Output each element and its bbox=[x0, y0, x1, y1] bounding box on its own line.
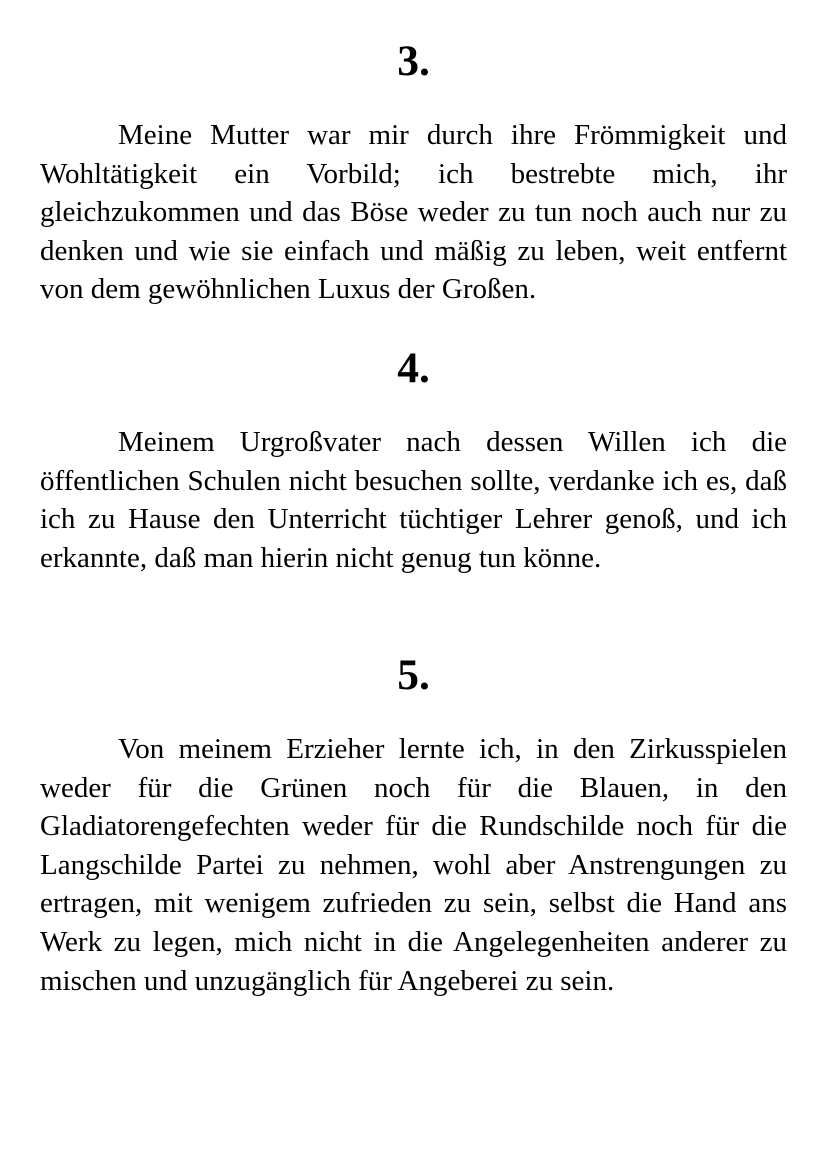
section-paragraph-3: Meine Mutter war mir durch ihre Frömmigkeit und Wohltätigkeit ein Vorbild; ich bestrebte mich, ihr gleichzukommen und das Böse weder zu tun noch auch nur zu denken und wie sie einfach und mäßig zu leben, weit entfernt von dem gewöhnlichen Luxus der Großen. bbox=[40, 119, 787, 306]
section-number-4: 4. bbox=[397, 344, 430, 392]
section-number-5: 5. bbox=[397, 651, 430, 699]
section-paragraph-5: Von meinem Erzieher lernte ich, in den Zirkusspielen weder für die Grünen noch für die Blauen, in den Gladiatorengefechten weder für die Rundschilde noch für die Langschilde Partei zu nehmen, wohl aber Anstrengungen zu ertragen, mit wenigem zufrieden zu sein, selbst die Hand ans Werk zu legen, mich nicht in die Angelegenheiten anderer zu mischen und unzugänglich für Angeberei zu sein. bbox=[40, 733, 787, 997]
section-paragraph-4: Meinem Urgroßvater nach dessen Willen ich die öffentlichen Schulen nicht besuchen sollte, verdanke ich es, daß ich zu Hause den Unterricht tüchtiger Lehrer genoß, und ich erkannte, daß man hierin nicht genug tun könne. bbox=[40, 426, 787, 574]
section-number-3: 3. bbox=[397, 37, 430, 85]
